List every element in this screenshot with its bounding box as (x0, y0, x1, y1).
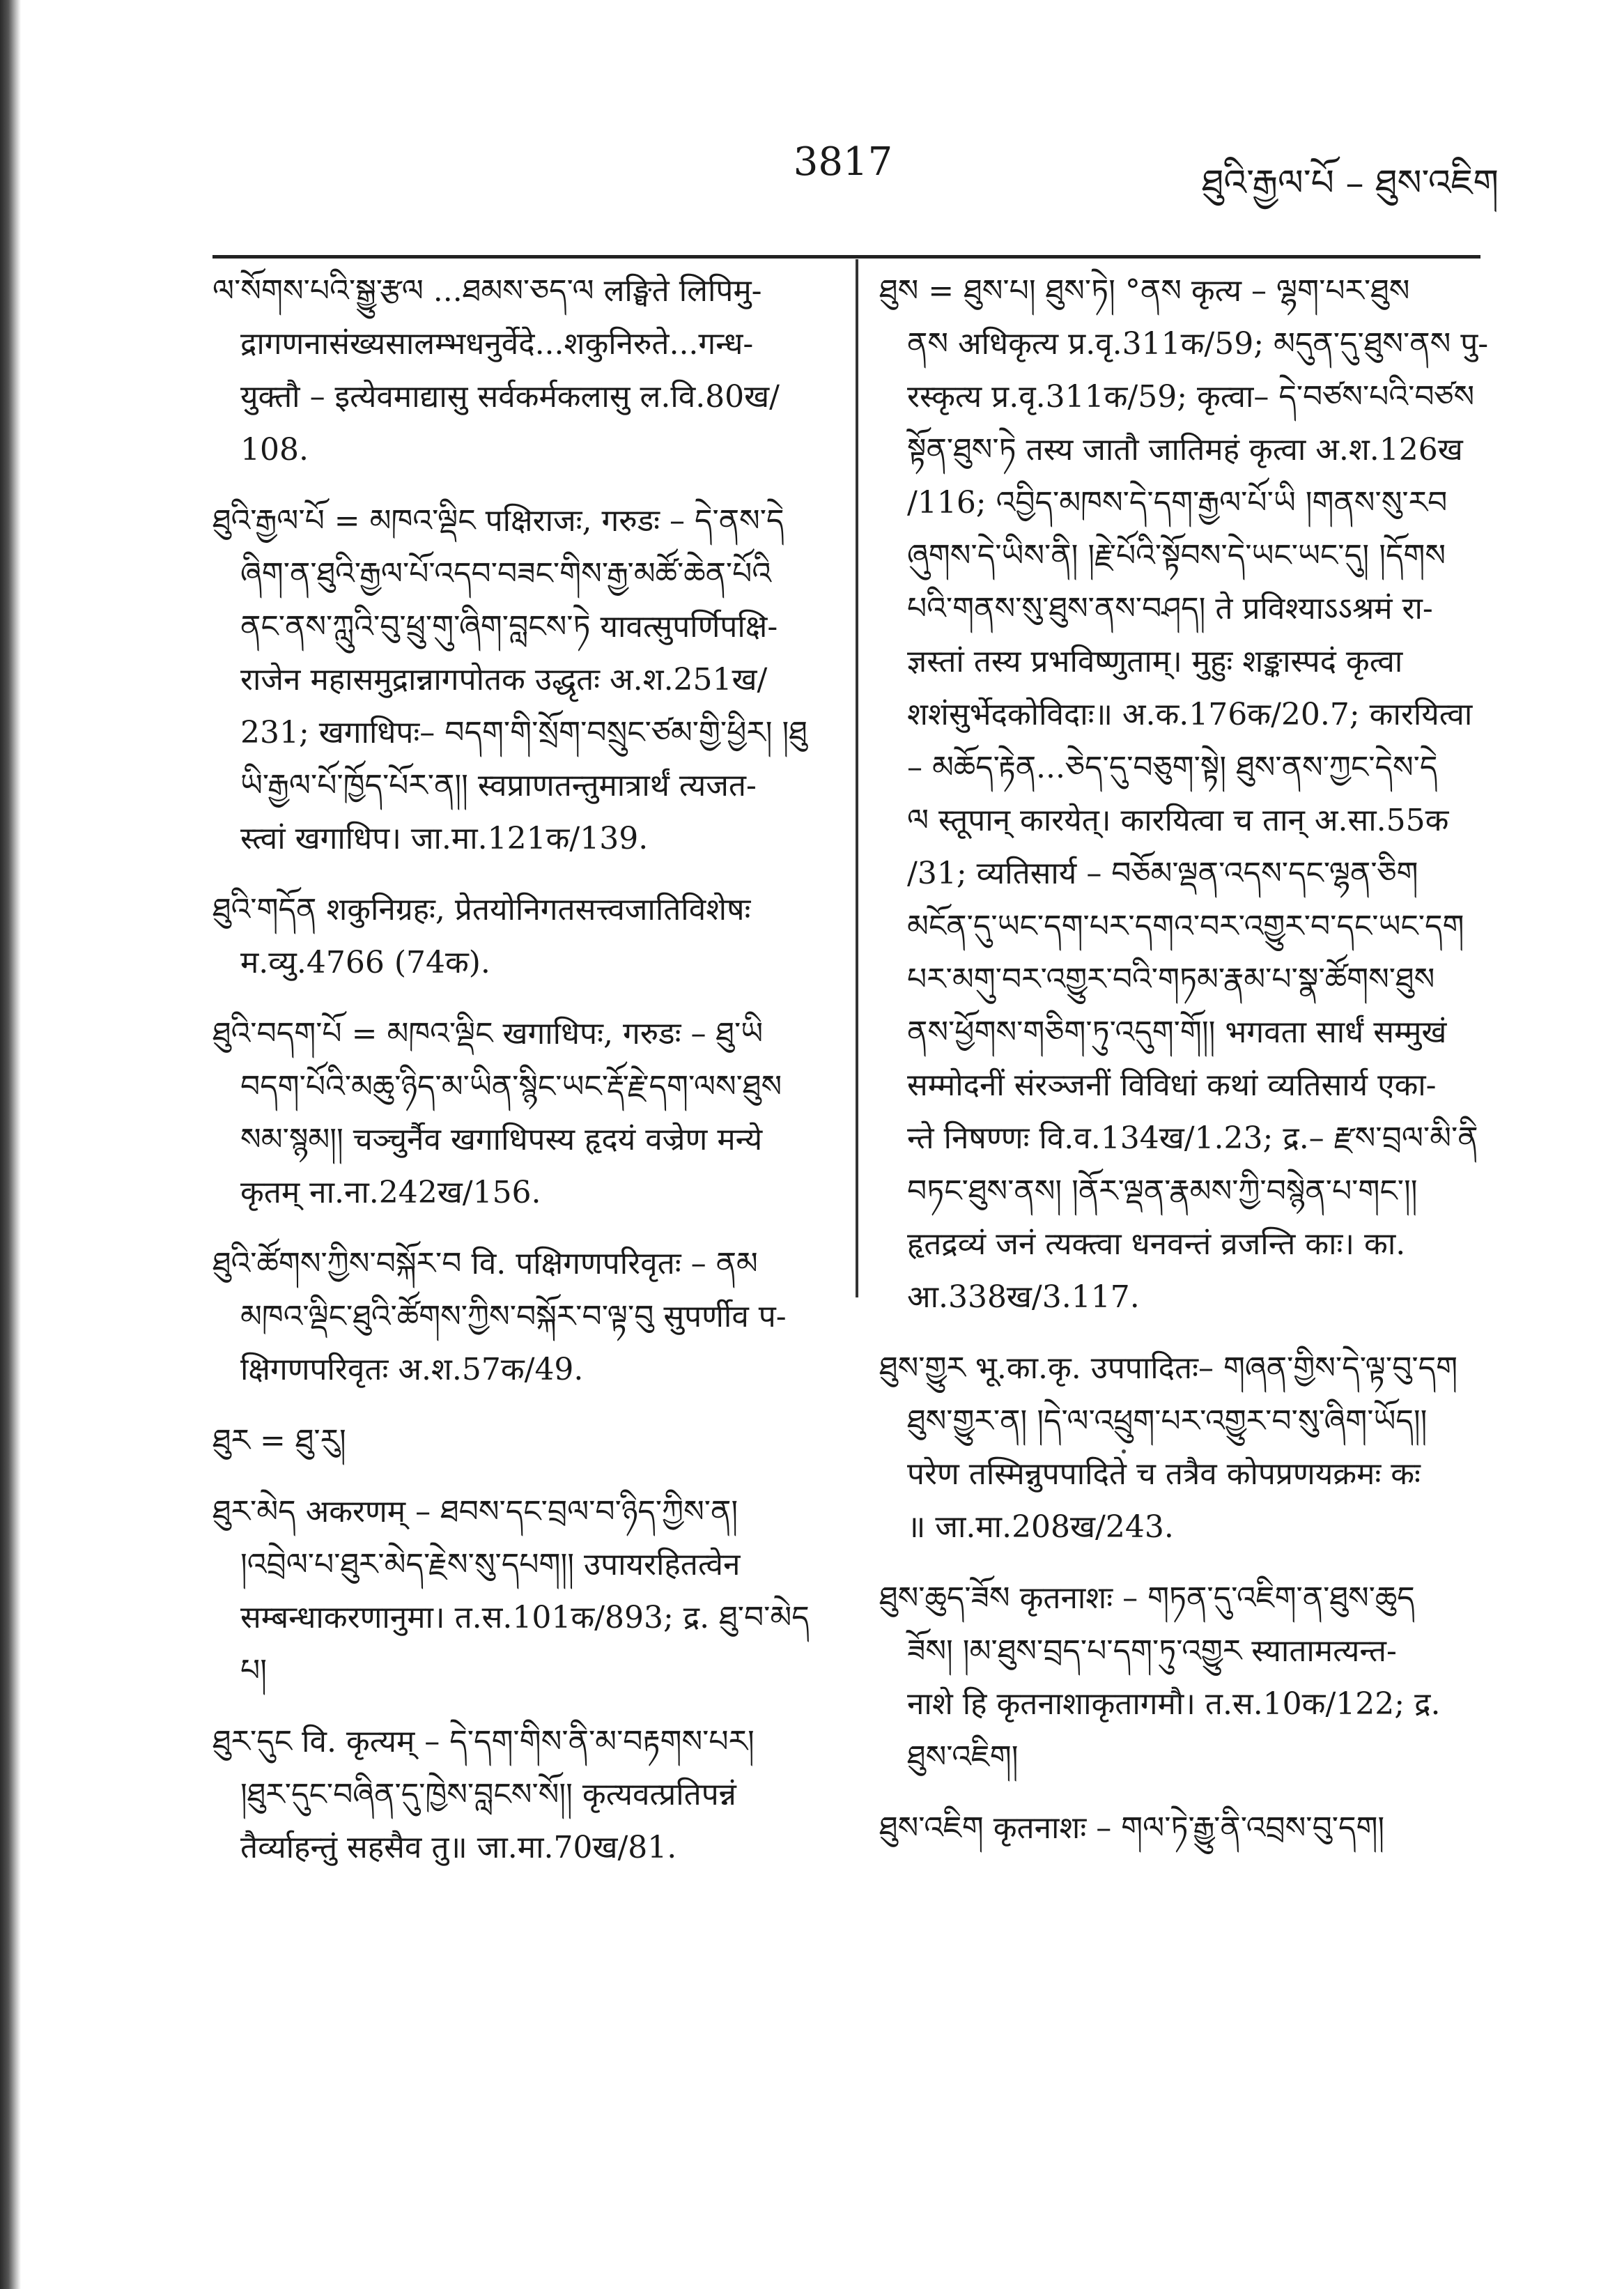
entry-line: ॥ जा.मा.208ख/243. (907, 1509, 1174, 1545)
entry-line: ཞིག་ན་ཐུའི་རྒྱལ་པོ་འདབ་བཟང་གིས་རྒྱ་མཚོ་ཆེན་པོའི (240, 556, 772, 592)
entry-line: – མཆོད་རྟེན...ཅེད་དུ་བཅུག་སྟེ། ཐུས་ནས་ཀྱང་དེས་དེ (907, 750, 1438, 785)
entry-line: ཐུའི་གདོན शकुनिग्रहः, प्रेतयोनिगतसत्त्वजातिविशेषः (212, 892, 751, 927)
entry-line: ལ་སོགས་པའི་སྒྱུ་རྩལ ...ཐམས་ཅད་ལ लङ्घिते लिपिमु- (212, 273, 762, 309)
entry-line: བཏང་ཐུས་ནས། །ནོར་ལྡན་རྣམས་ཀྱི་བསྙེན་པ་གང་།། (907, 1173, 1418, 1209)
dictionary-entry (212, 1716, 826, 1874)
entry-line: ཐུས་གྱུར भू.का.कृ. उपपादितः– གཞན་གྱིས་དེ་ལྟ་བུ་དག (879, 1350, 1458, 1386)
entry-line: ज्ञस्तां तस्य प्रभविष्णुताम्। मुहुः शङ्कास्पदं कृत्वा (907, 644, 1403, 679)
entry-line: क्षिगणपरिवृतः अ.श.57क/49. (240, 1352, 584, 1387)
entry-line: ཡི་རྒྱལ་པོ་ཁྱོད་པོར་ན།། स्वप्राणतन्तुमात्रार्थं त्यजत- (240, 768, 757, 803)
header-rule (212, 255, 1480, 259)
dictionary-entry (212, 1486, 826, 1697)
entry-line: ནས་ཕྱོགས་གཅིག་ཏུ་འདུག་གོ།། भगवता सार्धं सम्मुखं (907, 1015, 1447, 1050)
entry-line: ཐུའི་རྒྱལ་པོ = མཁའ་ལྡིང पक्षिराजः, गरुडः – དེ་ནས་དེ (212, 503, 784, 539)
entry-line: ཐུར = ཐུ་རུ། (212, 1423, 346, 1458)
entry-line: །འབྲེལ་པ་ཐུར་མེད་རྗེས་སུ་དཔག།། उपायरहितत्वेन (240, 1547, 741, 1582)
entry-line: /31; व्यतिसार्य – བཅོམ་ལྡན་འདས་དང་ལྷན་ཅིག (907, 856, 1418, 891)
entry-line: तैर्व्याहन्तुं सहसैव तु॥ जा.मा.70ख/81. (240, 1830, 677, 1865)
entry-line: བདག་པོའི་མཆུ་ཉིད་མ་ཡིན་སྙིང་ཡང་རྡོ་རྗེ་དག་ལས་ཐུས (240, 1069, 782, 1104)
entry-line: आ.338ख/3.117. (907, 1279, 1140, 1315)
entry-line: कृतम् ना.ना.242ख/156. (240, 1175, 541, 1210)
entry-line: म.व्यु.4766 (74क). (240, 945, 490, 980)
entry-line: ཐུས་ཆུད་ཟོས कृतनाशः – གཏན་དུ་འཇིག་ན་ཐུས་ཆུད (879, 1580, 1415, 1616)
dictionary-entry (212, 1238, 826, 1396)
entry-line: ཐུས་གྱུར་ན། །དེ་ལ་འཕྲུག་པར་འགྱུར་བ་སུ་ཞིག་ཡོད།། (907, 1403, 1428, 1439)
entry-line: མཁའ་ལྡིང་ཐུའི་ཚོགས་ཀྱིས་བསྐོར་བ་ལྟ་བུ सुपर्णीव प- (240, 1299, 787, 1334)
entry-line: མངོན་དུ་ཡང་དག་པར་དགའ་བར་འགྱུར་བ་དང་ཡང་དག (907, 909, 1464, 944)
entry-line: ཟོས། །མ་ཐུས་བྲད་པ་དག་ཏུ་འགྱུར स्यातामत्यन्त- (907, 1633, 1397, 1669)
left-column (212, 265, 826, 1893)
entry-line: པའི་གནས་སུ་ཐུས་ནས་བཤད། ते प्रविश्याऽऽश्रमं रा- (907, 591, 1433, 626)
right-column (879, 265, 1506, 1873)
entry-line: /116; འབྱིད་མཁས་དེ་དག་རྒྱལ་པོ་ཡི །གནས་སུ་རབ (907, 485, 1448, 521)
entry-line: ནང་ནས་ཀླུའི་བུ་ཕྲུ་གུ་ཞིག་བླངས་ཏེ यावत्सुपर्णिपक्षि- (240, 609, 778, 645)
dictionary-entry (212, 265, 826, 477)
entry-line: 231; खगाधिपः– བདག་གི་སྲོག་བསྲུང་ཙམ་གྱི་ཕྱིར། །ཐུ (240, 715, 807, 750)
entry-line: सम्बन्धाकरणानुमा। त.स.101क/893; द्र. ཐུ་བ་མེད (240, 1600, 810, 1635)
entry-line: ཐུས་འཇིག कृतनाशः – གལ་ཏེ་རྒྱུ་ནི་འབྲས་བུ་དག། (879, 1810, 1385, 1846)
page-number: 3817 (793, 139, 893, 185)
entry-line: ནས अधिकृत्य प्र.वृ.311क/59; མདུན་དུ་ཐུས་ནས पु- (907, 326, 1489, 362)
entry-line: राजेन महासमुद्रान्नागपोतक उद्धृतः अ.श.251ख/ (240, 662, 768, 698)
entry-line: नाशे हि कृतनाशाकृतागमौ। त.स.10क/122; द्र. (907, 1686, 1441, 1722)
running-head: ཐུའི་རྒྱལ་པོ – ཐུས་འཇིག (1201, 162, 1499, 204)
entry-line: ལ स्तूपान् कारयेत्। कारयित्वा च तान् अ.सा.55क (907, 803, 1449, 838)
dictionary-entry (212, 495, 826, 865)
entry-line: शशंसुर्भेदकोविदाः॥ अ.क.176क/20.7; कारयित्वा (907, 697, 1473, 732)
entry-line: ཐུས་འཇིག། (907, 1739, 1019, 1775)
entry-line: པར་མགུ་བར་འགྱུར་བའི་གཏམ་རྣམ་པ་སྣ་ཚོགས་ཐུས (907, 962, 1435, 997)
entry-line: ཐུར་མེད अकरणम् – ཐབས་དང་བྲལ་བ་ཉིད་ཀྱིས་ན། (212, 1494, 738, 1529)
entry-line: ཞུགས་དེ་ཡིས་ནི། །རྗེ་པོའི་སྟོབས་དེ་ཡང་ཡང་དུ། །དོགས (907, 538, 1446, 573)
entry-line: སྟོན་ཐུས་ཏེ तस्य जातौ जातिमहं कृत्वा अ.श.126ख (907, 432, 1463, 468)
entry-line: སམ་སྙམ།། चञ्चुर्नैव खगाधिपस्य हृदयं वज्रेण मन्ये (240, 1122, 763, 1157)
dictionary-entry (212, 884, 826, 989)
dictionary-entry (879, 1572, 1506, 1784)
scan-speck (1122, 1449, 1126, 1454)
book-binding-edge (0, 0, 21, 2289)
entry-line: न्ते निषण्णः वि.व.134ख/1.23; द्र.– རྫས་བྲལ་མི་ནི (907, 1120, 1478, 1156)
entry-line: ཐུར་དུང वि. कृत्यम् – དེ་དག་གིས་ནི་མ་བརྟགས་པར། (212, 1724, 755, 1759)
dictionary-entry (879, 265, 1506, 1324)
entry-line: ཐུས = ཐུས་པ། ཐུས་ཏེ། °ནས कृत्य – ལྷག་པར་ཐུས (879, 273, 1410, 309)
entry-line: स्त्वां खगाधिप। जा.मा.121क/139. (240, 821, 649, 856)
entry-line: द्रागणनासंख्यसालम्भधनुर्वेदे...शकुनिरुते...गन्ध- (240, 326, 754, 362)
entry-line: ཐུའི་ཚོགས་ཀྱིས་བསྐོར་བ वि. पक्षिगणपरिवृतः – ནམ (212, 1246, 758, 1281)
dictionary-entry (879, 1342, 1506, 1554)
entry-line: सम्मोदनीं संरञ्जनीं विविधां कथां व्यतिसार्य एका- (907, 1068, 1437, 1103)
entry-line: 108. (240, 432, 309, 468)
entry-line: ཐུའི་བདག་པོ = མཁའ་ལྡིང खगाधिपः, गरुडः – ཐུ་ཡི (212, 1016, 764, 1051)
column-divider (856, 259, 858, 1297)
dictionary-entry (212, 1415, 826, 1467)
entry-line: हृतद्रव्यं जनं त्यक्त्वा धनवन्तं व्रजन्ति काः। का. (907, 1226, 1406, 1262)
entry-line: །ཐུར་དུང་བཞིན་དུ་ཁྱེས་བླངས་སོ།། कृत्यवत्प्रतिपन्नं (240, 1777, 736, 1812)
entry-line: रस्कृत्य प्र.वृ.311क/59; कृत्वा– དེ་བཙས་པའི་བཙས (907, 379, 1475, 415)
entry-line: པ། (240, 1653, 267, 1688)
dictionary-entry (879, 1802, 1506, 1855)
dictionary-entry (212, 1008, 826, 1219)
entry-line: युक्तौ – इत्येवमाद्यासु सर्वकर्मकलासु ल.वि.80ख/ (240, 379, 780, 415)
entry-line: परेण तस्मिन्नुपपादिते च तत्रैव कोपप्रणयक्रमः कः (907, 1456, 1421, 1492)
